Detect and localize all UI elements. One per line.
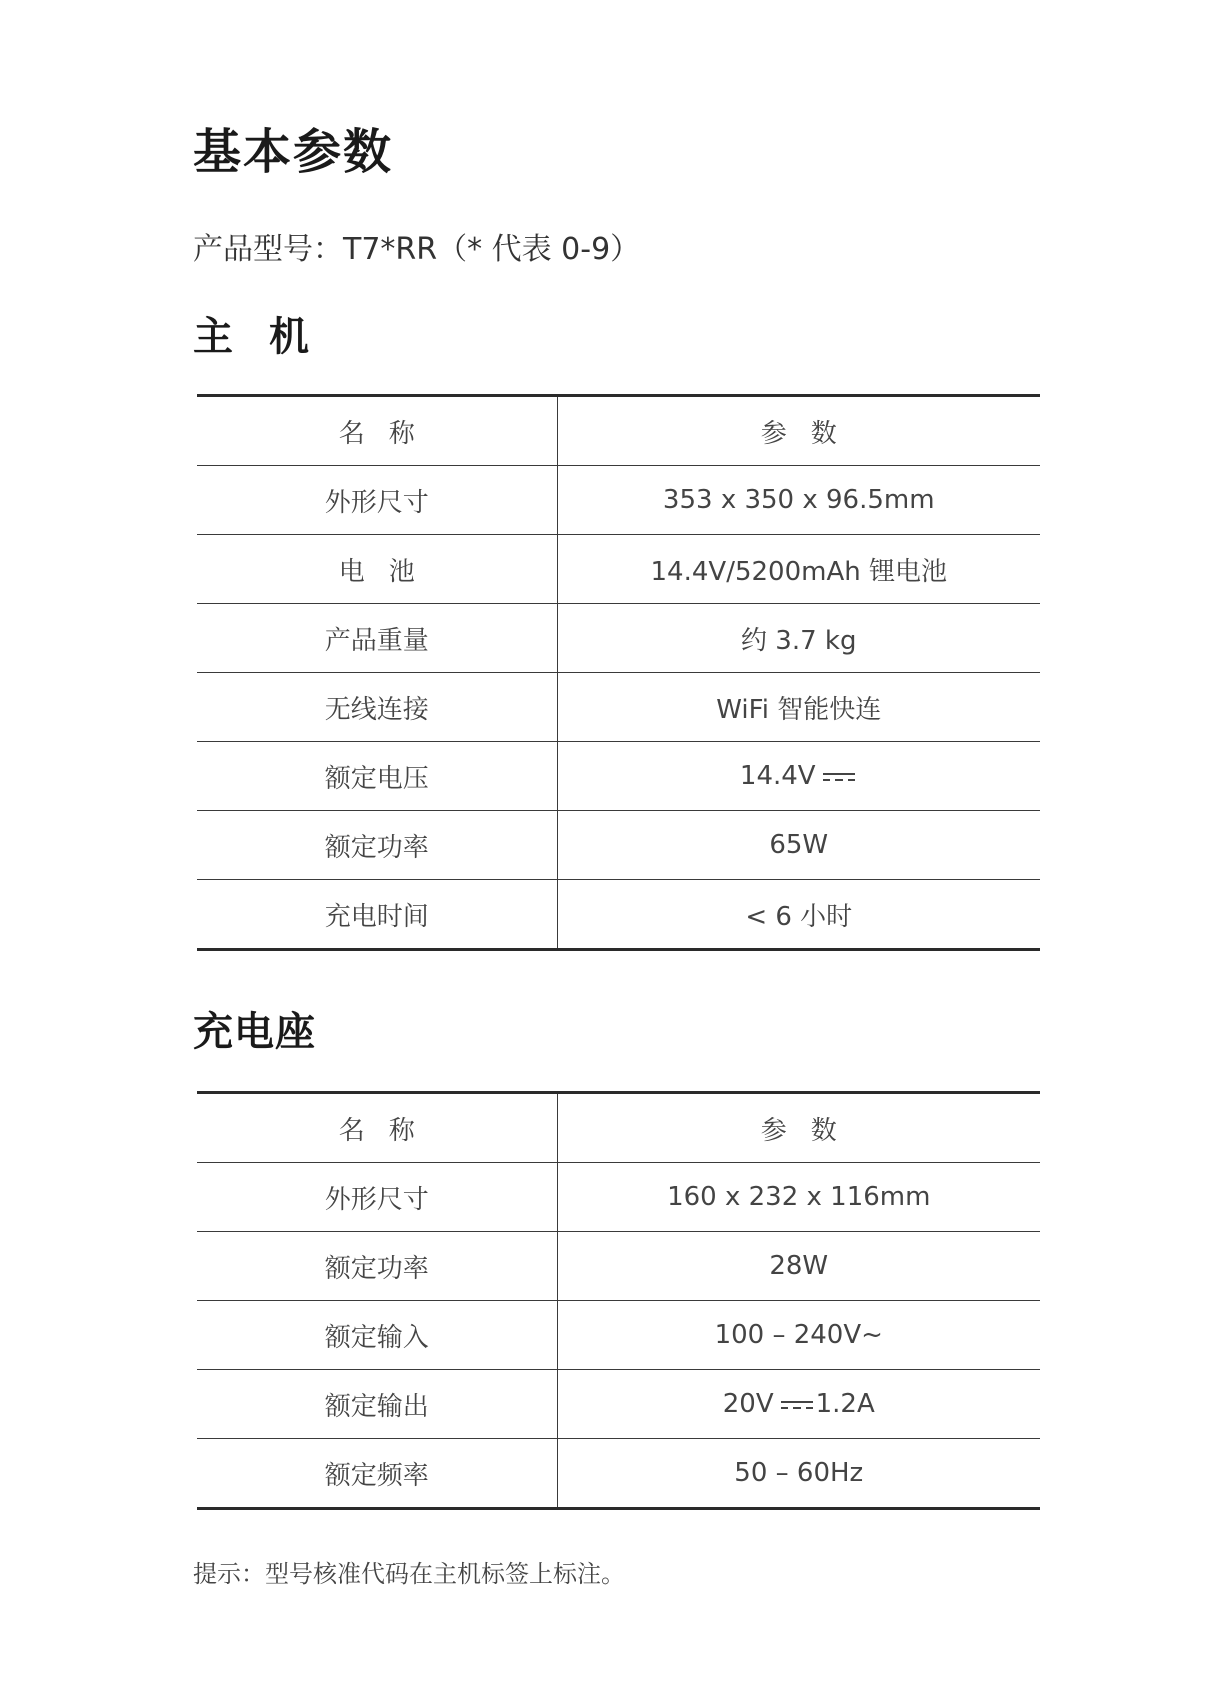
host-section-title: 主机 xyxy=(193,314,345,360)
host-spec-table xyxy=(197,394,1040,951)
row-name: 额定功率 xyxy=(197,811,557,880)
table-row xyxy=(197,742,1040,811)
row-name: 外形尺寸 xyxy=(197,466,557,535)
dc-current-icon xyxy=(780,1398,814,1412)
row-value: 100 – 240V~ xyxy=(557,1301,1040,1370)
footnote: 提示：型号核准代码在主机标签上标注。 xyxy=(193,1560,625,1588)
row-value-text: 14.4V xyxy=(739,761,816,791)
row-name: 额定功率 xyxy=(197,1232,557,1301)
table-row xyxy=(197,535,1040,604)
dc-current-icon xyxy=(822,770,856,784)
row-name: 产品重量 xyxy=(197,604,557,673)
row-name: 无线连接 xyxy=(197,673,557,742)
row-name: 额定输入 xyxy=(197,1301,557,1370)
row-name: 额定频率 xyxy=(197,1439,557,1509)
header-name: 名称 xyxy=(197,1093,557,1163)
row-value xyxy=(557,1370,1040,1439)
row-value-suffix: 1.2A xyxy=(815,1389,875,1419)
table-row xyxy=(197,604,1040,673)
row-value-prefix: 20V xyxy=(722,1389,774,1419)
row-value: 50 – 60Hz xyxy=(557,1439,1040,1509)
header-value: 参数 xyxy=(557,1093,1040,1163)
row-value: 353 x 350 x 96.5mm xyxy=(557,466,1040,535)
row-value xyxy=(557,742,1040,811)
table-row xyxy=(197,1301,1040,1370)
model-number: 产品型号：T7*RR（* 代表 0-9） xyxy=(193,232,641,267)
row-value: 65W xyxy=(557,811,1040,880)
header-value: 参数 xyxy=(557,396,1040,466)
table-row xyxy=(197,1163,1040,1232)
row-name: 额定输出 xyxy=(197,1370,557,1439)
table-header-row xyxy=(197,396,1040,466)
table-row xyxy=(197,1232,1040,1301)
row-value: WiFi 智能快连 xyxy=(557,673,1040,742)
row-name: 充电时间 xyxy=(197,880,557,950)
header-name: 名称 xyxy=(197,396,557,466)
row-name: 额定电压 xyxy=(197,742,557,811)
row-name: 外形尺寸 xyxy=(197,1163,557,1232)
table-header-row xyxy=(197,1093,1040,1163)
row-value: 14.4V/5200mAh 锂电池 xyxy=(557,535,1040,604)
table-row xyxy=(197,673,1040,742)
dock-spec-table xyxy=(197,1091,1040,1510)
table-row xyxy=(197,811,1040,880)
row-value: < 6 小时 xyxy=(557,880,1040,950)
row-name: 电池 xyxy=(197,535,557,604)
table-row xyxy=(197,466,1040,535)
dock-section-title: 充电座 xyxy=(193,1009,316,1055)
table-row xyxy=(197,880,1040,950)
row-value: 约 3.7 kg xyxy=(557,604,1040,673)
row-value: 28W xyxy=(557,1232,1040,1301)
table-row xyxy=(197,1370,1040,1439)
page-title: 基本参数 xyxy=(193,124,394,180)
table-row xyxy=(197,1439,1040,1509)
row-value: 160 x 232 x 116mm xyxy=(557,1163,1040,1232)
